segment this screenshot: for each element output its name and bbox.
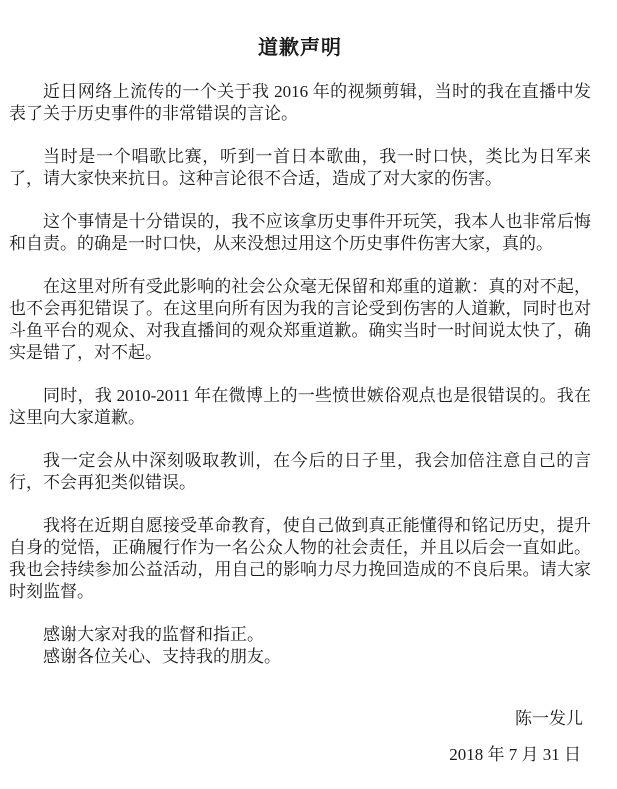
body-paragraph: 同时，我 2010-2011 年在微博上的一些愤世嫉俗观点也是很错误的。我在这里向大家道歉。 <box>9 386 591 427</box>
body-paragraph: 近日网络上流传的一个关于我 2016 年的视频剪辑，当时的我在直播中发表了关于历史事件的非常错误的言论。 <box>9 82 591 123</box>
body-paragraph: 我一定会从中深刻吸取教训，在今后的日子里，我会加倍注意自己的言行，不会再犯类似错误。 <box>9 451 591 492</box>
body-paragraph: 在这里对所有受此影响的社会公众毫无保留和郑重的道歉：真的对不起，也不会再犯错误了。在这里向所有因为我的言论受到伤害的人道歉，同时也对斗鱼平台的观众、对我直播间的观众郑重道歉。确实当时一时间说太快了，确实是错了，对不起。 <box>9 277 591 362</box>
closing-line: 感谢大家对我的监督和指正。 <box>43 625 264 644</box>
signature-date: 2018 年 7 月 31 日 <box>449 745 581 764</box>
body-paragraph: 当时是一个唱歌比赛，听到一首日本歌曲，我一时口快，类比为日军来了，请大家快来抗日。这种言论很不合适，造成了对大家的伤害。 <box>9 147 591 188</box>
document-body <box>9 81 591 603</box>
signature-block <box>9 708 591 766</box>
document-title: 道歉声明 <box>258 37 342 59</box>
closing-lines <box>9 624 591 668</box>
signature-name: 陈一发儿 <box>515 709 583 728</box>
body-paragraph: 我将在近期自愿接受革命教育，使自己做到真正能懂得和铭记历史，提升自身的觉悟，正确履行作为一名公众人物的社会责任，并且以后会一直如此。我也会持续参加公益活动，用自己的影响力尽力挽回造成的不良后果。请大家时刻监督。 <box>9 516 591 601</box>
body-paragraph: 这个事情是十分错误的，我不应该拿历史事件开玩笑，我本人也非常后悔和自责。的确是一时口快，从来没想过用这个历史事件伤害大家，真的。 <box>9 212 591 253</box>
closing-line: 感谢各位关心、支持我的朋友。 <box>43 647 281 666</box>
